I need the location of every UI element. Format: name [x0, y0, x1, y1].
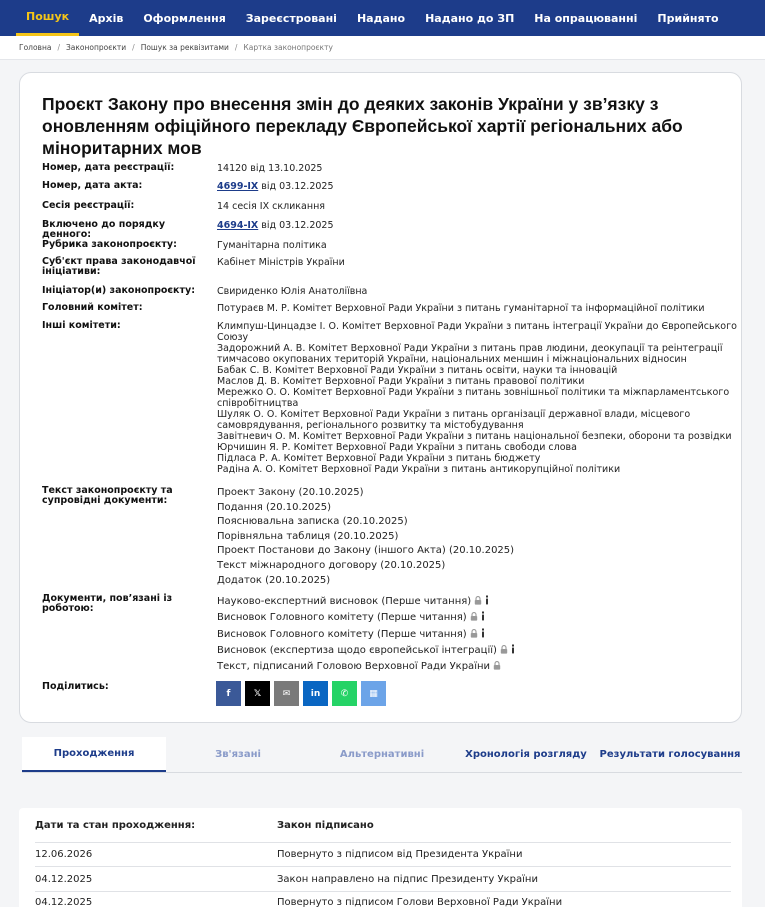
- subject-value: Кабінет Міністрів України: [217, 257, 345, 268]
- document-link[interactable]: Подання (20.10.2025): [217, 501, 332, 513]
- related-docs-label: Документи, пов’язані із роботою:: [42, 593, 173, 614]
- lock-icon: [474, 596, 482, 605]
- nav-item-submitted-to-zp[interactable]: Надано до ЗП: [425, 11, 515, 25]
- committee-item: Підласа Р. А. Комітет Верховної Ради України з питань бюджету: [217, 453, 541, 464]
- other-committees-list: [217, 321, 737, 475]
- initiator-value: Свириденко Юлія Анатоліївна: [217, 286, 368, 297]
- lock-icon: [470, 629, 478, 638]
- breadcrumb-search[interactable]: Пошук за реквізитами: [140, 43, 229, 52]
- committee-item: Завітневич О. М. Комітет Верховної Ради України з питань національної безпеки, оборони та розвідки: [217, 431, 732, 442]
- share-label: Поділитись:: [42, 681, 109, 692]
- nav-item-submitted[interactable]: Надано: [356, 11, 406, 25]
- related-doc-link[interactable]: Висновок (експертиза щодо європейської інтеграції): [217, 644, 497, 656]
- breadcrumb-separator: /: [132, 43, 135, 52]
- related-doc-link[interactable]: Науково-експертний висновок (Перше читання): [217, 596, 472, 607]
- share-buttons: [216, 681, 386, 706]
- stage-status: Закон направлено на підпис Президенту України: [277, 874, 538, 885]
- document-link[interactable]: Додаток (20.10.2025): [217, 574, 331, 586]
- related-doc-item: [217, 594, 737, 610]
- related-doc-link[interactable]: Текст, підписаний Головою Верховної Ради України: [217, 661, 491, 673]
- session-value: 14 сесія IX скликання: [217, 201, 326, 212]
- lock-icon: [493, 661, 501, 670]
- facebook-share-button[interactable]: f: [216, 681, 241, 706]
- document-link[interactable]: Текст міжнародного договору (20.10.2025): [217, 559, 446, 571]
- tab-passage[interactable]: Проходження: [22, 737, 166, 772]
- registration-label: Номер, дата реєстрації:: [42, 162, 175, 173]
- info-icon[interactable]: [510, 644, 516, 654]
- documents-list: [217, 486, 737, 588]
- info-icon[interactable]: [480, 611, 486, 621]
- related-doc-item: [217, 627, 737, 643]
- nav-item-processing[interactable]: Оформлення: [143, 11, 226, 25]
- related-doc-item: [217, 659, 737, 675]
- info-icon[interactable]: [484, 595, 490, 605]
- related-doc-item: [217, 610, 737, 626]
- committee-item: Радіна А. О. Комітет Верховної Ради України з питань антикорупційної політики: [217, 464, 621, 475]
- stage-date: 04.12.2025: [35, 874, 93, 885]
- other-committees-label: Інші комітети:: [42, 320, 121, 331]
- table-divider: [35, 866, 731, 867]
- lock-icon: [500, 645, 508, 654]
- table-divider: [35, 891, 731, 892]
- registration-value: 14120 від 13.10.2025: [217, 163, 323, 174]
- related-doc-link[interactable]: Висновок Головного комітету (Перше читання): [217, 612, 467, 624]
- bill-tabs: [22, 737, 742, 773]
- nav-item-registered[interactable]: Зареєстровані: [245, 11, 337, 25]
- qr-share-button[interactable]: ▦: [361, 681, 386, 706]
- tab-related[interactable]: Зв'язані: [215, 749, 261, 760]
- committee-item: Задорожний А. В. Комітет Верховної Ради України з питань прав людини, деокупації та реінтеграції тимчасово окупованих територій України, національних меншин і міжнаціональних відносин: [217, 343, 723, 365]
- whatsapp-share-button[interactable]: ✆: [332, 681, 357, 706]
- act-number-link[interactable]: 4699-IX: [217, 181, 259, 192]
- nav-item-archive[interactable]: Архів: [89, 11, 124, 25]
- breadcrumb: [0, 36, 765, 60]
- tab-chronology[interactable]: Хронологія розгляду: [465, 749, 587, 760]
- act-value: [217, 181, 737, 192]
- committee-item: Маслов Д. В. Комітет Верховної Ради України з питань правової політики: [217, 376, 585, 387]
- stage-status-header: Закон підписано: [277, 820, 374, 831]
- subject-label: Суб'єкт права законодавчої ініціативи:: [42, 256, 196, 277]
- rubric-label: Рубрика законопроєкту:: [42, 239, 177, 250]
- document-link[interactable]: Порівняльна таблиця (20.10.2025): [217, 530, 399, 542]
- initiator-label: Ініціатор(и) законопроєкту:: [42, 285, 196, 296]
- stage-date: 12.06.2026: [35, 849, 93, 860]
- committee-item: Климпуш-Цинцадзе І. О. Комітет Верховної Ради України з питань інтеграції України до Європейського Союзу: [217, 321, 737, 343]
- stage-date: 04.12.2025: [35, 897, 93, 907]
- nav-item-search[interactable]: Пошук: [16, 0, 79, 36]
- nav-item-in-review[interactable]: На опрацюванні: [534, 11, 638, 25]
- lock-icon: [470, 612, 478, 621]
- committee-item: Юрчишин Я. Р. Комітет Верховної Ради України з питань свободи слова: [217, 442, 577, 453]
- info-icon[interactable]: [480, 628, 486, 638]
- related-doc-item: [217, 643, 737, 659]
- main-committee-value: Потураєв М. Р. Комітет Верховної Ради України з питань гуманітарної та інформаційної політики: [217, 303, 705, 314]
- breadcrumb-separator: /: [57, 43, 60, 52]
- breadcrumb-separator: /: [234, 43, 238, 52]
- related-doc-link[interactable]: Висновок Головного комітету (Перше читання): [217, 628, 467, 640]
- nav-item-adopted[interactable]: Прийнято: [657, 11, 719, 25]
- email-share-button[interactable]: ✉: [274, 681, 299, 706]
- documents-label: Текст законопроєкту та супровідні документи:: [42, 485, 173, 506]
- document-link[interactable]: Проект Постанови до Закону (іншого Акта) (20.10.2025): [217, 545, 515, 557]
- session-label: Сесія реєстрації:: [42, 200, 135, 211]
- bill-card: [19, 72, 742, 723]
- rubric-value: Гуманітарна політика: [217, 240, 327, 251]
- agenda-value: [217, 220, 737, 231]
- table-divider: [35, 842, 731, 843]
- linkedin-share-button[interactable]: in: [303, 681, 328, 706]
- stage-date-header: Дати та стан проходження:: [35, 820, 196, 831]
- top-navigation: [0, 0, 765, 36]
- document-link[interactable]: Проект Закону (20.10.2025): [217, 487, 364, 498]
- x-share-button[interactable]: 𝕏: [245, 681, 270, 706]
- committee-item: Бабак С. В. Комітет Верховної Ради України з питань освіти, науки та інновацій: [217, 365, 618, 376]
- passage-stages-table: [19, 808, 742, 907]
- tab-alternative[interactable]: Альтернативні: [339, 749, 425, 760]
- bill-title: Проєкт Закону про внесення змін до деяких законів України у зв’язку з оновленням офіційного перекладу Європейської хартії регіональних або міноритарних мов: [42, 94, 683, 158]
- breadcrumb-bills[interactable]: Законопроєкти: [66, 43, 127, 52]
- act-label: Номер, дата акта:: [42, 180, 143, 191]
- breadcrumb-current: Картка законопроєкту: [243, 43, 333, 52]
- committee-item: Мережко О. О. Комітет Верховної Ради України з питань зовнішньої політики та міжпарламентського співробітництва: [217, 387, 730, 409]
- act-date: від 03.12.2025: [261, 181, 334, 192]
- committee-item: Шуляк О. О. Комітет Верховної Ради України з питань організації державної влади, місцевого самоврядування, регіонального розвитку та містобудування: [217, 409, 691, 431]
- stage-status: Повернуто з підписом Голови Верховної Ради України: [277, 897, 563, 907]
- agenda-date: від 03.12.2025: [261, 220, 334, 231]
- breadcrumb-home[interactable]: Головна: [19, 43, 52, 52]
- tab-voting-results[interactable]: Результати голосування: [599, 749, 741, 760]
- related-docs-list: [217, 594, 737, 675]
- agenda-label: Включено до порядку денного:: [42, 219, 166, 240]
- document-link[interactable]: Пояснювальна записка (20.10.2025): [217, 516, 408, 528]
- main-committee-label: Головний комітет:: [42, 302, 143, 313]
- agenda-number-link[interactable]: 4694-IX: [217, 220, 259, 231]
- stage-status: Повернуто з підписом від Президента України: [277, 849, 523, 860]
